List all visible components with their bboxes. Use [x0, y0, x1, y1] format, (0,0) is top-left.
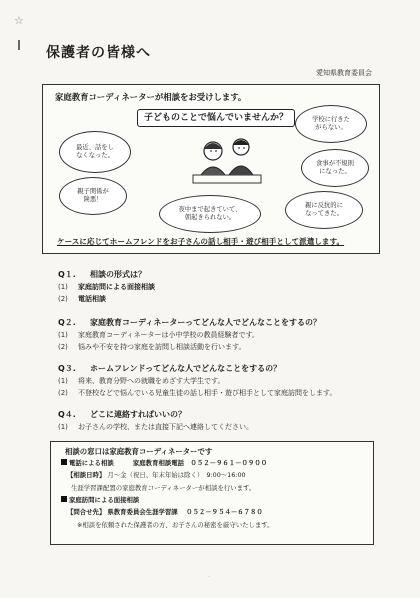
question [58, 316, 388, 329]
inquiry-label: 【問合せ先】 [67, 508, 106, 516]
visit-consultation-row [61, 495, 139, 504]
bubble-line: 険悪！ [83, 196, 103, 203]
question [58, 408, 388, 421]
speech-bubble [301, 149, 369, 187]
answer [58, 293, 388, 305]
answer-number: (1) [58, 283, 68, 291]
answer [58, 329, 388, 341]
speech-bubble [295, 105, 367, 143]
bubble-line: 夜中まで起きていて、 [178, 206, 242, 213]
speech-bubble [285, 191, 363, 229]
question-number: Q４. [58, 410, 76, 419]
issuer: 愛知県教育委員会 [316, 69, 372, 77]
tick-mark [18, 40, 20, 50]
answer-text: 家庭訪問による面接相談 [78, 283, 155, 291]
answer-number: (2) [58, 295, 68, 303]
qa-section-1 [58, 268, 388, 305]
answer-number: (1) [58, 331, 68, 339]
speech-bubble [159, 195, 261, 233]
bubble-line: なくなった。 [76, 152, 114, 159]
contact-box [50, 441, 374, 545]
question [58, 362, 388, 375]
inquiry-org: 県教育委員会生涯学習課 [107, 508, 178, 516]
question [58, 268, 388, 281]
answer [58, 387, 388, 399]
question-number: Q１. [58, 270, 76, 279]
page-title: 保護者の皆様へ [46, 45, 151, 61]
answer [58, 341, 388, 353]
answer [58, 421, 388, 433]
info-box [42, 84, 380, 254]
bubble-line: になった。 [319, 168, 351, 175]
answer-number: (2) [58, 389, 68, 397]
bubble-line: 親子関係が [77, 188, 109, 195]
answer [58, 281, 388, 293]
bubble-line: 学校に行きた [312, 116, 350, 123]
qa-section-4 [58, 408, 388, 433]
answer-text: 将来、教育分野への就職をめざす大学生です。 [78, 377, 225, 385]
question-text: 家庭教育コーディネーターってどんな人でどんなことをするの？ [90, 318, 322, 327]
bubble-line: なってきた。 [305, 210, 343, 217]
phone-label: 家庭教育相談電話 [132, 459, 185, 467]
answer [58, 375, 388, 387]
hours-row [67, 470, 246, 479]
answer-text: 電話相談 [78, 295, 106, 303]
question-text: 相談の形式は？ [90, 270, 146, 279]
box-lead: 家庭教育コーディネーターが相談をお受けします。 [55, 92, 247, 102]
question-number: Q３. [58, 364, 76, 373]
question-number: Q２. [58, 318, 76, 327]
phone-heading: 電話による相談 [69, 459, 114, 467]
answer-text: 家庭教育コーディネーターは小中学校の教員経験者です。 [78, 331, 259, 339]
question-text: どこに連絡すればいいの？ [90, 410, 186, 419]
bubble-line: 朝起きられない。 [184, 214, 236, 221]
answer-number: (1) [58, 377, 68, 385]
qa-section-3 [58, 362, 388, 399]
speech-bubble [59, 131, 131, 173]
worried-family-illustration [191, 131, 263, 185]
phone-number[interactable]: ０５２－９６１－０９００ [190, 459, 268, 467]
question-text: ホームフレンドってどんな人でどんなことをするの？ [90, 364, 282, 373]
bubble-line: 食事が不規則 [316, 160, 354, 167]
footer-mark: · [208, 574, 210, 581]
bubble-line: がらない。 [315, 124, 347, 131]
phone-note: 生涯学習課配置の家庭教育コーディネーターが相談を行います。 [71, 484, 256, 492]
bubble-line: 親に反抗的に [305, 202, 343, 209]
inquiry-row [67, 507, 263, 516]
answer-number: (2) [58, 343, 68, 351]
bubble-line: 最近、話をし [76, 144, 114, 151]
headline-box: 子どものことで悩んでいませんか？ [137, 109, 295, 127]
square-bullet-icon [61, 459, 67, 465]
answer-text: 悩みや不安を持つ家庭を訪問し相談活動を行います。 [78, 343, 246, 351]
inquiry-number[interactable]: ０５２－９５４－６７８０ [186, 508, 263, 516]
square-bullet-icon [61, 496, 67, 502]
answer-text: お子さんの学校、または直接下記へ連絡してください。 [78, 423, 253, 431]
visit-heading: 家庭訪問による面接相談 [69, 496, 140, 504]
answer-number: (1) [58, 423, 68, 431]
box-footer: ケースに応じてホームフレンドをお子さんの話し相手・遊び相手として派遣します。 [57, 237, 345, 246]
qa-section-2 [58, 316, 388, 353]
hours-label: 【相談日時】 [67, 471, 106, 479]
phone-consultation-row [61, 458, 267, 467]
speech-bubble [59, 177, 127, 215]
contact-title: 相談の窓口は家庭教育コーディネーターです [65, 447, 213, 456]
hours-text: 月～金（祝日、年末年始は除く） 9:00～16:00 [107, 471, 246, 479]
privacy-note: ※相談を依頼された保護者の方、お子さんの秘密を厳守いたします。 [77, 521, 274, 529]
corner-mark: ☆ [14, 14, 24, 27]
answer-text: 不登校などで悩んでいる児童生徒の話し相手・遊び相手として家庭訪問をします。 [78, 389, 337, 397]
